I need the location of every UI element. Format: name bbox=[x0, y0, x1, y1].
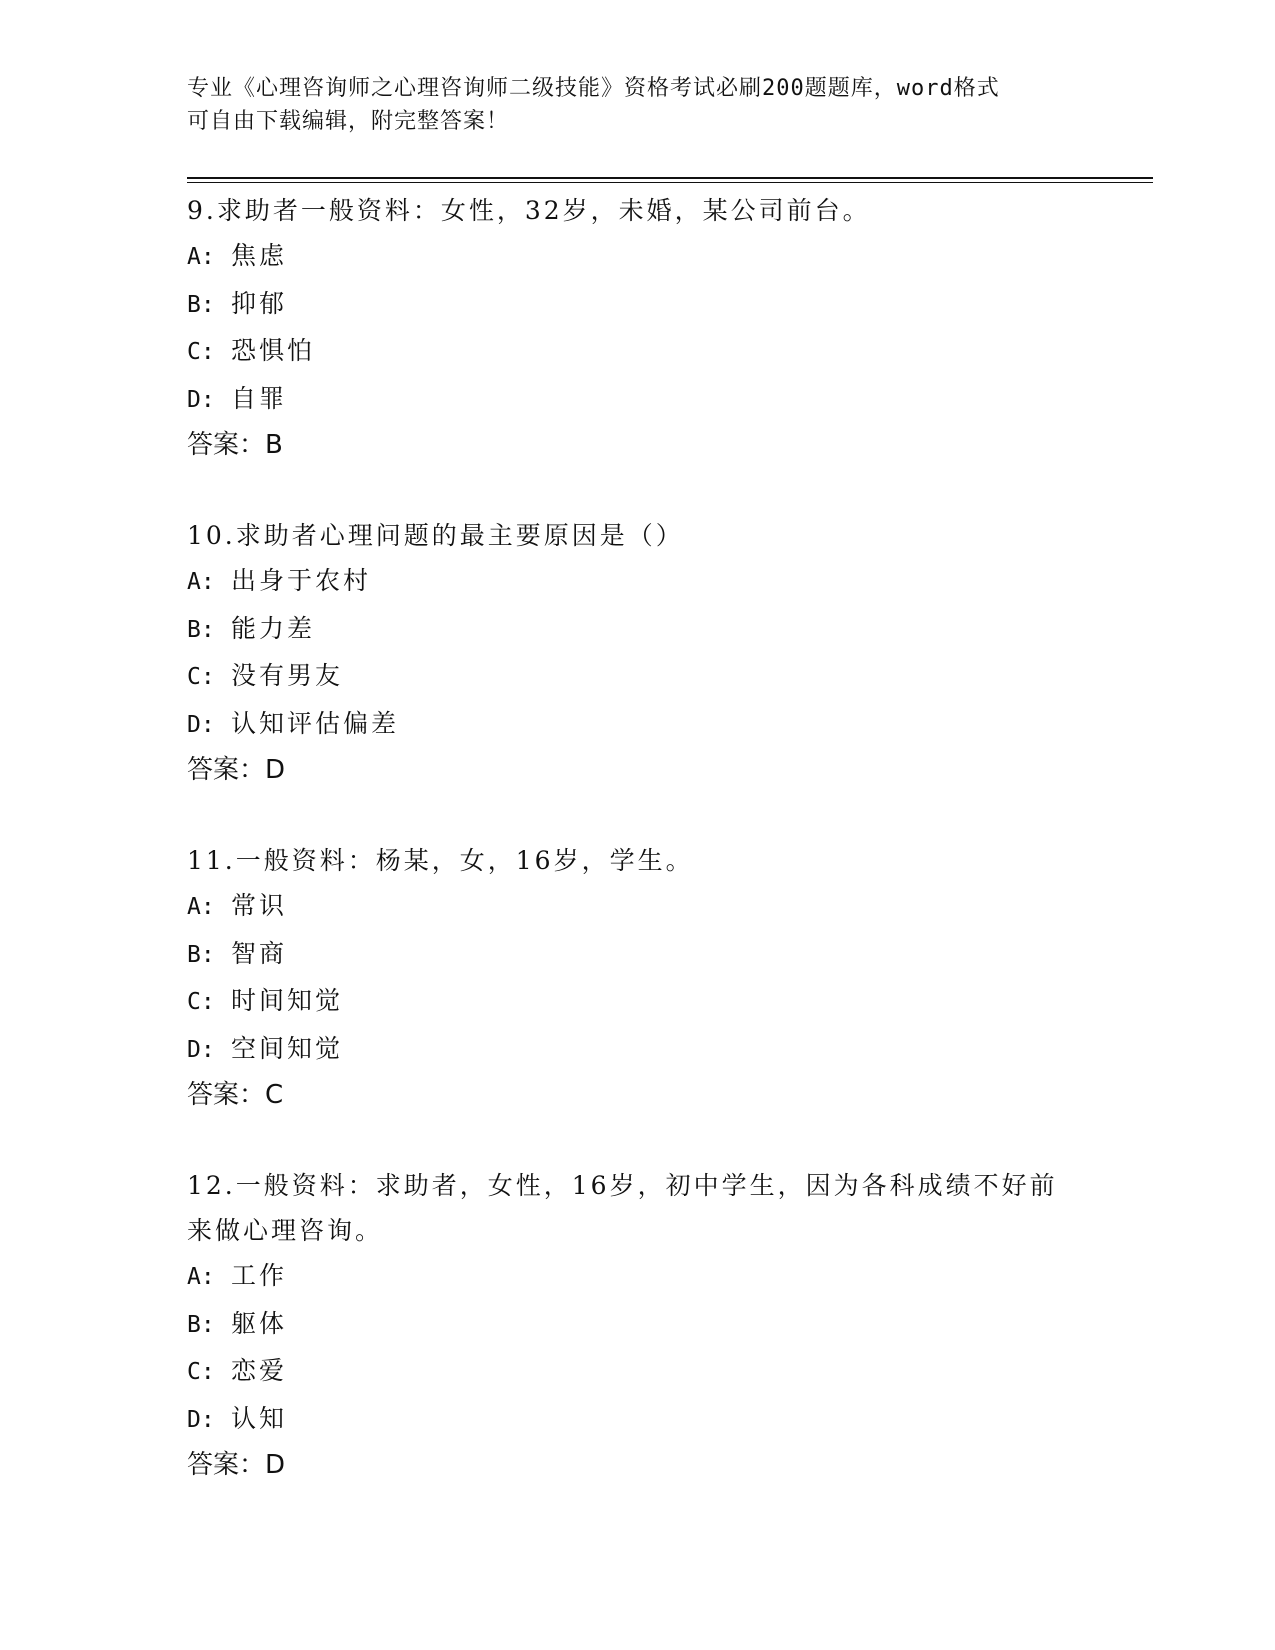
option-letter: B: bbox=[187, 941, 215, 968]
option-text: 恋爱 bbox=[231, 1356, 288, 1385]
option-letter: D: bbox=[187, 386, 215, 413]
option-letter: A: bbox=[187, 569, 215, 595]
answer-line: 答案：C bbox=[187, 1080, 284, 1110]
option-text: 躯体 bbox=[231, 1308, 288, 1338]
option-text: 常识 bbox=[231, 891, 288, 920]
question-stem: 12.一般资料：求助者，女性，16岁，初中学生，因为各科成绩不好前 bbox=[187, 1171, 1058, 1200]
header-line-2: 可自由下载编辑，附完整答案！ bbox=[187, 109, 510, 134]
option-text: 没有男友 bbox=[231, 661, 344, 690]
header-divider-thick bbox=[187, 177, 1153, 179]
option-text: 恐惧怕 bbox=[231, 336, 316, 365]
option-text: 能力差 bbox=[231, 613, 316, 643]
option-c bbox=[187, 1348, 1087, 1396]
option-text: 工作 bbox=[231, 1261, 288, 1290]
option-b bbox=[187, 606, 1087, 654]
question-stem: 10.求助者心理问题的最主要原因是（） bbox=[187, 521, 684, 550]
option-b bbox=[187, 281, 1087, 329]
answer-line: 答案：B bbox=[187, 430, 283, 460]
option-a bbox=[187, 883, 1087, 931]
option-c bbox=[187, 978, 1087, 1026]
question-stem: 11.一般资料：杨某，女，16岁，学生。 bbox=[187, 846, 694, 875]
option-text: 自罪 bbox=[231, 383, 288, 413]
question-9 bbox=[187, 188, 1087, 468]
option-c bbox=[187, 328, 1087, 376]
option-d bbox=[187, 1026, 1087, 1074]
option-d bbox=[187, 1396, 1087, 1444]
option-a bbox=[187, 1253, 1087, 1301]
option-letter: C: bbox=[187, 339, 215, 365]
answer-line: 答案：D bbox=[187, 755, 286, 785]
answer-line: 答案：D bbox=[187, 1450, 286, 1480]
option-text: 出身于农村 bbox=[231, 566, 372, 595]
question-stem-continued: 来做心理咨询。 bbox=[187, 1216, 384, 1245]
option-d bbox=[187, 701, 1087, 749]
question-12 bbox=[187, 1163, 1087, 1488]
option-text: 智商 bbox=[231, 938, 288, 968]
option-letter: B: bbox=[187, 1311, 215, 1338]
option-letter: D: bbox=[187, 711, 215, 738]
header-divider-thin bbox=[187, 182, 1153, 183]
option-letter: D: bbox=[187, 1036, 215, 1063]
option-text: 空间知觉 bbox=[231, 1033, 344, 1063]
option-a bbox=[187, 233, 1087, 281]
option-letter: B: bbox=[187, 291, 215, 318]
option-text: 抑郁 bbox=[231, 288, 288, 318]
header-line-1: 专业《心理咨询师之心理咨询师二级技能》资格考试必刷200题题库，word格式 bbox=[187, 76, 1000, 101]
question-list bbox=[187, 188, 1087, 1533]
question-stem: 9.求助者一般资料：女性，32岁，未婚，某公司前台。 bbox=[187, 196, 871, 225]
option-b bbox=[187, 1301, 1087, 1349]
option-text: 认知评估偏差 bbox=[231, 708, 400, 738]
option-letter: A: bbox=[187, 1264, 215, 1290]
question-11 bbox=[187, 838, 1087, 1118]
option-letter: A: bbox=[187, 894, 215, 920]
option-d bbox=[187, 376, 1087, 424]
option-letter: C: bbox=[187, 1359, 215, 1385]
option-a bbox=[187, 558, 1087, 606]
option-b bbox=[187, 931, 1087, 979]
option-letter: A: bbox=[187, 244, 215, 270]
option-c bbox=[187, 653, 1087, 701]
option-text: 时间知觉 bbox=[231, 986, 344, 1015]
question-10 bbox=[187, 513, 1087, 793]
option-letter: D: bbox=[187, 1406, 215, 1433]
option-letter: C: bbox=[187, 989, 215, 1015]
option-letter: B: bbox=[187, 616, 215, 643]
option-text: 认知 bbox=[231, 1403, 288, 1433]
option-text: 焦虑 bbox=[231, 241, 288, 270]
document-header bbox=[187, 72, 1067, 138]
option-letter: C: bbox=[187, 664, 215, 690]
